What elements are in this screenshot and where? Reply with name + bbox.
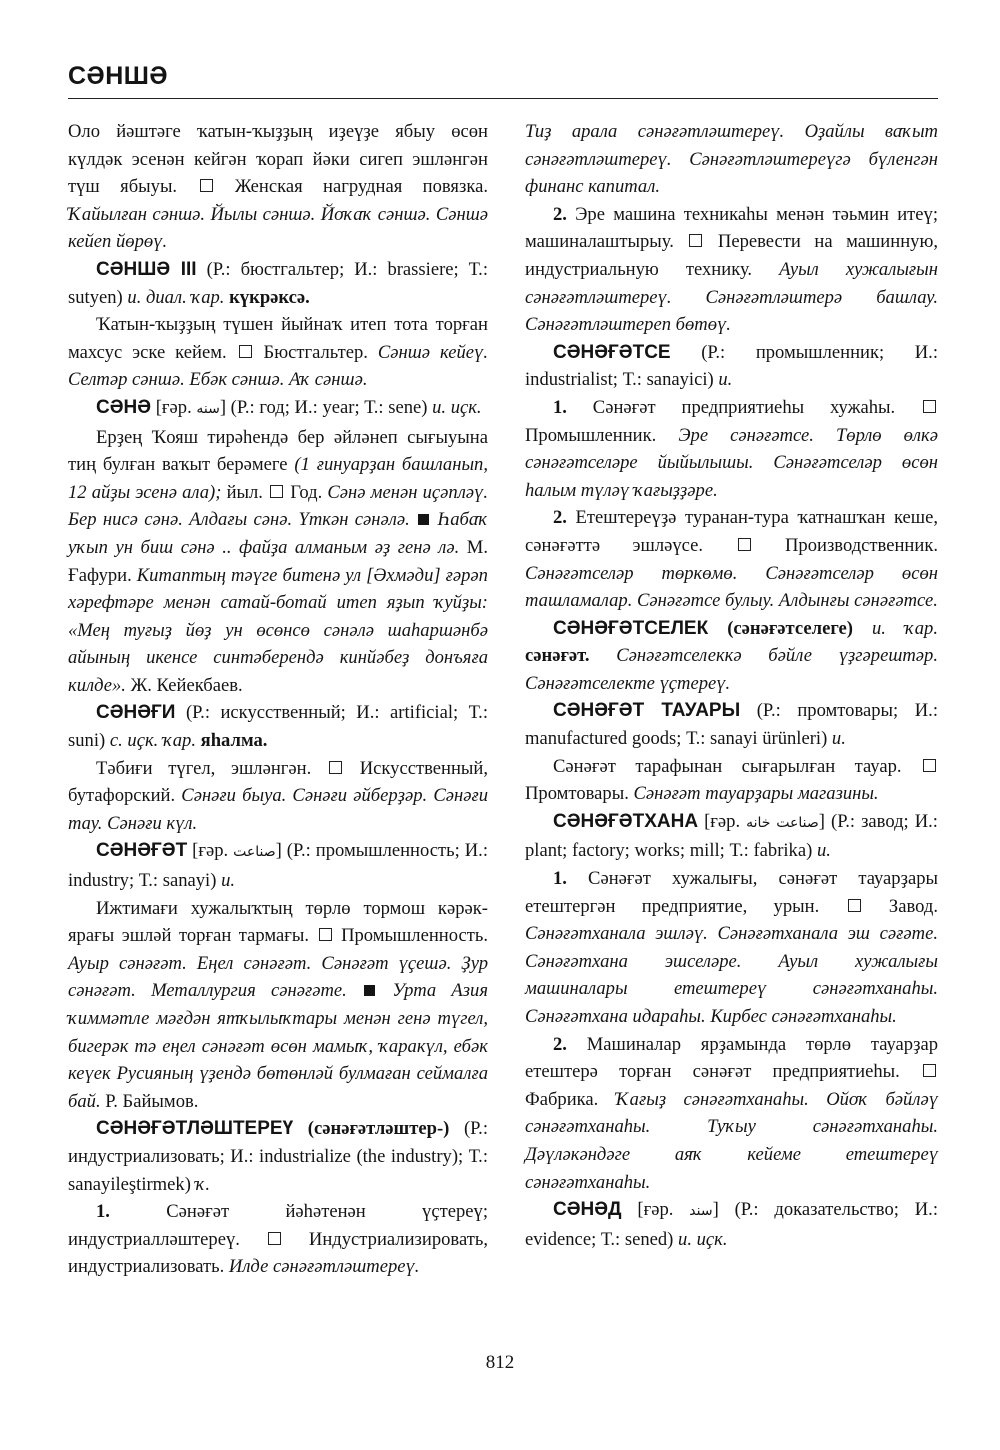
entry-sense xyxy=(68,1198,488,1281)
quotation-marker-icon xyxy=(364,985,375,996)
translation-text: Завод. xyxy=(888,895,938,917)
entry-meta: ] (Р.: год; И.: year; Т.: sene) xyxy=(219,396,433,418)
example-text: Сәнәғәтселәр төркөмө. Сәнәғәтселәр өсөн ташламалар. Сәнәғәтсе булыу. Алдынғы сәнәғәтсе. xyxy=(525,562,938,612)
sense-number: 2. xyxy=(553,1033,567,1055)
dictionary-entry xyxy=(525,615,938,698)
dictionary-entry xyxy=(68,1115,488,1198)
example-text: Сәнәғәт тауарҙары магазины. xyxy=(628,783,879,805)
quotation-text: Китаптың тәүге битенә ул [Әхмәди] ғәрәп хәрефтәре менән сатай-ботай итеп яҙып ҡуйҙы: «Мең туғыҙ йөҙ ун өсөнсө сәнәлә шаһаршәнбә айының икенсе синтәберендә кинйәбеҙ донъяға килде». xyxy=(68,564,488,696)
definition-text: Сәнәғәт тарафынан сығарылған тауар. xyxy=(553,755,902,777)
sense-number: 1. xyxy=(553,868,567,890)
translation-text: Промтовары. xyxy=(525,783,629,805)
entry-meta: (Р.: промтовары; И.: manufactured goods; Т.: sanayi ürünleri) xyxy=(525,700,938,750)
grammar-label: и. xyxy=(221,870,236,892)
translation-marker-icon xyxy=(270,485,283,498)
grammar-label: и. xyxy=(816,840,831,862)
example-text: Сәнәғи быуа. Сәнәғи әйберҙәр. Сәнәғи тау. Сәнәғи күл. xyxy=(68,785,488,834)
entry-meta: [ғәр. xyxy=(187,840,234,862)
example-text: Ауыр сәнәғәт. Еңел сәнәғәт. Сәнәғәт үҫешә. Ҙур сәнәғәт. Металлургия сәнәғәте. xyxy=(68,952,488,1002)
cross-reference: күкрәксә. xyxy=(229,286,310,308)
quotation-text: Һабаҡ уҡып ун биш сәнә .. файҙа алманым әҙ генә лә. xyxy=(68,509,488,558)
quotation-author: Ж. Кейекбаев. xyxy=(125,674,243,696)
grammar-label: ҡ. xyxy=(195,1173,211,1195)
headword: СӘНӘҒӘТСЕ xyxy=(553,341,671,363)
example-text: Ауыл хужалығын сәнәғәтләштереү. Сәнәғәтләштерә башлау. Сәнәғәтләштереп бөтөү. xyxy=(525,258,938,336)
example-text: Илде сәнәғәтләштереү. xyxy=(224,1256,420,1278)
grammar-label: и. ҡар. xyxy=(871,617,938,639)
translation-marker-icon xyxy=(923,400,936,413)
definition-text: Сәнәғәт хужалығы, сәнәғәт тауарҙары етештергән предприятие, урын. xyxy=(525,868,938,917)
headword: СӘНӘҒӘТСЕЛЕК xyxy=(553,617,709,639)
entry-sense xyxy=(68,424,488,700)
sense-number: 2. xyxy=(553,203,567,225)
entry-meta: [ғәр. xyxy=(621,1199,690,1221)
example-text: Тиҙ арала сәнәғәтләштереү. Оҙайлы ваҡыт сәнәғәтләштереү. Сәнәғәтләштереүгә бүленгән финанс капитал. xyxy=(525,121,938,198)
translation-text: Женская нагрудная повязка. xyxy=(234,176,488,198)
grammar-label: и. иҫк. xyxy=(432,396,482,418)
definition-note: (1 ғинуарҙан башланып, 12 айҙы эсенә ала); xyxy=(68,454,488,503)
entry-meta: (Р.: индустриализовать; И.: industrialize (the industry); Т.: sanayileştirmek) xyxy=(68,1118,488,1195)
headword: СӘНӘД xyxy=(553,1199,622,1221)
translation-marker-icon xyxy=(319,928,332,941)
example-text: Ҡайылған сәншә. Йылы сәншә. Йоҡаҡ сәншә. Сәншә кейеп йөрөү. xyxy=(68,203,488,253)
translation-marker-icon xyxy=(689,234,702,247)
entry-meta: (Р.: бюстгальтер; И.: brassiere; Т.: sutyen) xyxy=(68,258,488,308)
definition-text: Сәнәғәт предприятиеһы хужаһы. xyxy=(566,396,896,418)
entry-sense xyxy=(68,895,488,1116)
example-text: Ҡағыҙ сәнәғәтханаһы. Ойоҡ бәйләү сәнәғәтханаһы. Туҡыу сәнәғәтханаһы. Дәүләкәндәге аяҡ кейеме етештереү сәнәғәтханаһы. xyxy=(525,1088,938,1193)
translation-text: Перевести на машинную, индустриальную технику. xyxy=(525,231,938,280)
arabic-etymon: سند xyxy=(689,1203,713,1220)
translation-marker-icon xyxy=(239,345,252,358)
example-text: Сәнә менән иҫәпләү. Бер нисә сәнә. Алдағы сәнә. Үткән сәнәлә. xyxy=(68,481,488,531)
definition-text: Ерҙең Ҡояш тирәһендә бер әйләнеп сығыуына тиң булған ваҡыт берәмеге xyxy=(68,426,488,476)
definition-text: Тәбиғи түгел, эшләнгән. xyxy=(96,757,312,779)
entry-meta: (Р.: промышленник; И.: industrialist; Т.: sanayici) xyxy=(525,341,938,391)
entry-meta: (Р.: искусственный; И.: artificial; Т.: suni) xyxy=(68,702,488,752)
arabic-etymon: صناعت xyxy=(233,844,276,861)
dictionary-entry xyxy=(525,1196,938,1253)
translation-text: Индустриализировать, индустриализовать. xyxy=(68,1228,488,1278)
cross-reference: сәнәғәт. xyxy=(525,645,590,667)
headword-variant: (сәнәғәтләштер-) xyxy=(293,1118,450,1140)
dictionary-entry xyxy=(525,697,938,752)
translation-text: Промышленник. xyxy=(525,424,657,446)
grammar-label: и. иҫк. xyxy=(678,1228,728,1250)
entry-sense xyxy=(68,118,488,256)
translation-text: Промышленность. xyxy=(341,925,489,947)
headword: СӘНӘҒӘТ ТАУАРЫ xyxy=(553,700,741,722)
example-text: Эре сәнәғәтсе. Төрлө өлкә сәнәғәтселәре йыйылышы. Сәнәғәтселәр өсөн һалым түләү ҡағыҙҙәре. xyxy=(525,424,938,501)
arabic-etymon: سنه xyxy=(196,400,220,417)
translation-marker-icon xyxy=(268,1232,281,1245)
definition-text: Ҡатын-ҡыҙҙың түшен йыйнаҡ итеп тота торған махсус эске кейем. xyxy=(68,314,488,363)
arabic-etymon: صناعت خانه xyxy=(746,814,819,831)
translation-text: Год. xyxy=(290,481,323,503)
translation-text: Искусственный, бутафорский. xyxy=(68,757,488,807)
definition-text: Етештереүҙә туранан-тура ҡатнашҡан кеше, сәнәғәттә эшләүсе. xyxy=(525,507,938,556)
dictionary-entry xyxy=(68,837,488,894)
quotation-marker-icon xyxy=(418,514,429,525)
example-text: Сәншә кейеү. Селтәр сәншә. Ебәк сәншә. Аҡ сәншә. xyxy=(68,341,488,391)
sense-number: 1. xyxy=(96,1201,110,1223)
grammar-label: с. иҫк. ҡар. xyxy=(109,730,196,752)
cross-reference: яһалма. xyxy=(200,730,268,752)
running-head: СӘНШӘ xyxy=(68,62,169,90)
translation-marker-icon xyxy=(923,1064,936,1077)
header-rule xyxy=(68,98,938,99)
grammar-label: и. xyxy=(831,728,846,750)
translation-marker-icon xyxy=(848,899,861,912)
right-column xyxy=(525,118,938,1253)
entry-sense xyxy=(68,311,488,394)
headword: СӘНШӘ III xyxy=(96,258,197,280)
spacer-text xyxy=(853,618,872,639)
dictionary-entry xyxy=(68,256,488,311)
left-column xyxy=(68,118,488,1281)
headword: СӘНӘ xyxy=(96,396,152,418)
headword: СӘНӘҒӘТ xyxy=(96,840,188,862)
entry-sense xyxy=(525,504,938,614)
translation-text: Производственник. xyxy=(784,534,938,556)
entry-sense xyxy=(525,1031,938,1197)
headword: СӘНӘҒӘТЛӘШТЕРЕҮ xyxy=(96,1118,294,1140)
entry-sense xyxy=(525,201,938,339)
headword-variant: (сәнәғәтселеге) xyxy=(708,617,853,639)
definition-text: Машиналар ярҙамында төрлө тауарҙар етештерә торған сәнәғәт предприятиеһы. xyxy=(525,1033,938,1083)
entry-meta: [ғәр. xyxy=(698,810,747,832)
grammar-label: и. xyxy=(718,369,733,391)
entry-sense xyxy=(525,753,938,808)
entry-meta: ] (Р.: доказательство; И.: evidence; Т.: sened) xyxy=(525,1199,938,1250)
dictionary-entry xyxy=(525,339,938,394)
entry-sense xyxy=(525,394,938,504)
definition-text: Сәнәғәт йәһәтенән үҫтереү; индустриалләштереү. xyxy=(68,1201,488,1250)
entry-meta: [ғәр. xyxy=(151,396,197,418)
translation-text: Фабрика. xyxy=(525,1088,599,1110)
entry-sense xyxy=(525,118,938,201)
page-number: 812 xyxy=(485,1352,515,1373)
translation-marker-icon xyxy=(738,538,751,551)
entry-meta: ] (Р.: завод; И.: plant; factory; works; mill; Т.: fabrika) xyxy=(525,810,938,862)
dictionary-entry xyxy=(68,394,488,424)
headword: СӘНӘҒИ xyxy=(96,702,176,724)
quotation-author: М. Ғафури. xyxy=(68,536,488,586)
definition-text: Эре машина техникаһы менән тәьмин итеү; машиналаштырыу. xyxy=(525,203,938,253)
translation-marker-icon xyxy=(200,179,213,192)
translation-marker-icon xyxy=(329,761,342,774)
quotation-author: Р. Байымов. xyxy=(100,1090,199,1112)
grammar-label: и. диал. ҡар. xyxy=(127,286,225,308)
entry-sense xyxy=(525,865,938,1031)
quotation-text: Урта Азия ҡиммәтле мәғдән ятҡылыҡтары менән генә түгел, бигерәк тә еңел сәнәғәт өсөн мамыҡ, ҡаракүл, ебәк кеүек Русияның үҙендә бөтөнләй булмаған сеймалға бай. xyxy=(68,980,488,1112)
dictionary-entry xyxy=(68,699,488,754)
translation-marker-icon xyxy=(923,759,936,772)
definition-text: Оло йәштәге ҡатын-ҡыҙҙың иҙеүҙе ябыу өсөн күлдәк эсенән кейгән ҡорап йәки сигеп эшләнгән түш ябыуы. xyxy=(68,121,488,198)
headword: СӘНӘҒӘТХАНА xyxy=(553,810,699,832)
translation-text: Бюстгальтер. xyxy=(263,341,368,363)
dictionary-entry xyxy=(525,808,938,865)
sense-number: 2. xyxy=(553,507,567,529)
example-text: Сәнәғәтханала эшләү. Сәнәғәтханала эш сәғәте. Сәнәғәтхана эшселәре. Ауыл хужалығы машиналары етештереү сәнәғәтханаһы. Сәнәғәтхана идараһы. Кирбес сәнәғәтханаһы. xyxy=(525,923,938,1027)
entry-sense xyxy=(68,755,488,838)
entry-meta: ] (Р.: промышленность; И.: industry; Т.: sanayi) xyxy=(68,840,488,892)
definition-text: Ижтимағи хужалыҡтың төрлө тормош кәрәк-ярағы эшләй торған тармағы. xyxy=(68,897,488,947)
definition-text: йыл. xyxy=(221,481,263,503)
example-text: Сәнәғәтселеккә бәйле үҙгәрештәр. Сәнәғәтселекте үҫтереү. xyxy=(525,645,938,694)
sense-number: 1. xyxy=(553,396,567,418)
